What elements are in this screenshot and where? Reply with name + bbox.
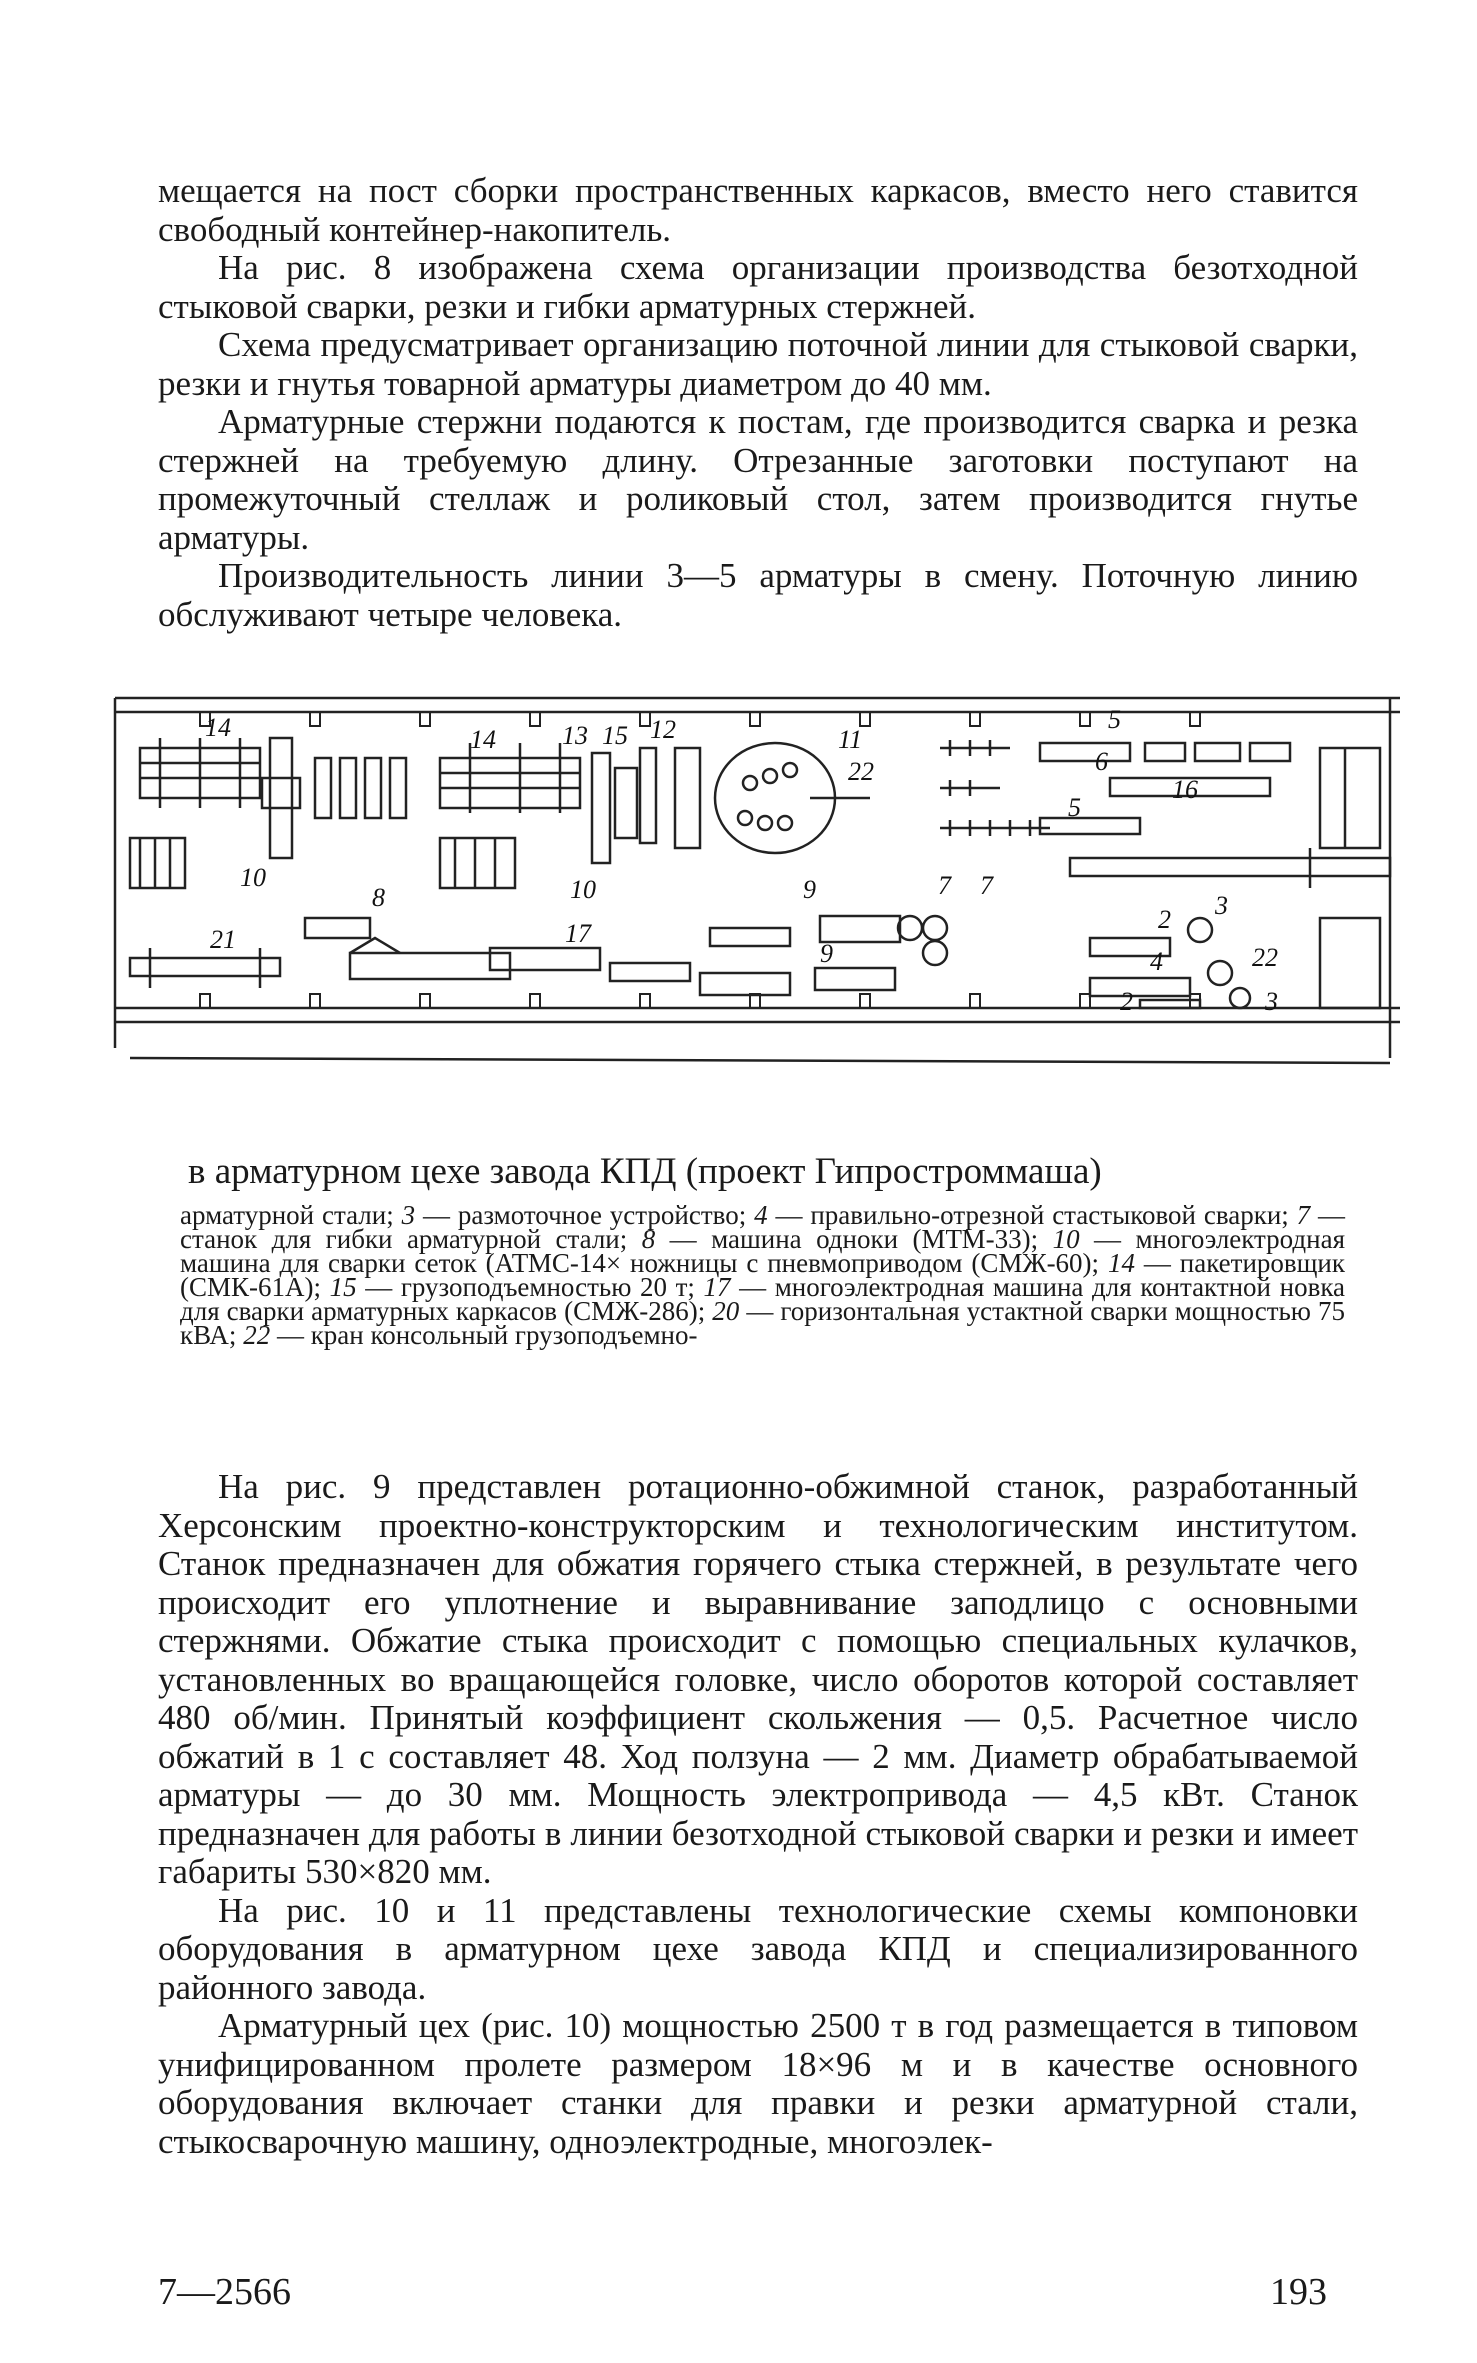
- paragraph: мещается на пост сборки пространственных каркасов, вместо него ставится свободный контейнер-накопитель.: [158, 171, 1358, 249]
- figure-label: 11: [838, 725, 863, 754]
- figure-label: 22: [848, 757, 874, 786]
- figure-label: 7: [980, 871, 993, 900]
- figure-label: 6: [1095, 747, 1108, 776]
- paragraph: Производительность линии 3—5 арматуры в смену. Поточную линию обслуживают четыре человека.: [158, 556, 1358, 634]
- figure-legend: [180, 1200, 1346, 1350]
- legend-text: — кран консольный грузоподъемно-: [270, 1320, 698, 1350]
- figure-label: 10: [570, 875, 596, 904]
- figure-label: 5: [1108, 705, 1121, 734]
- legend-item-number: 15: [329, 1272, 357, 1302]
- figure-label: 16: [1172, 775, 1198, 804]
- legend-item-number: 8: [641, 1224, 656, 1254]
- paragraph: Арматурный цех (рис. 10) мощностью 2500 т в год размещается в типовом унифицированном пролете размером 18×96 м и в качестве основного оборудования включает станки для правки и резки арматурной стали, стыкосварочную машину, одноэлектродные, многоэлек-: [158, 2006, 1358, 2161]
- legend-text: — размоточное устройство;: [415, 1200, 755, 1230]
- figure-label: 2: [1158, 905, 1171, 934]
- figure-label: 5: [1068, 793, 1081, 822]
- figure-label: 14: [205, 713, 231, 742]
- paragraph: На рис. 8 изображена схема организации производства безотходной стыковой сварки, резки и гибки арматурных стержней.: [158, 248, 1358, 326]
- figure-label: 8: [372, 883, 385, 912]
- figure-label: 7: [938, 871, 951, 900]
- figure-label: 15: [602, 721, 628, 750]
- figure-label: 21: [210, 925, 236, 954]
- figure-label: 22: [1252, 943, 1278, 972]
- legend-text: — многоэлектродная машина для контактной новка для сварки арматурных каркасов (СМЖ-286);: [180, 1272, 1346, 1326]
- legend-text: — станок для гибки арматурной стали;: [180, 1200, 1346, 1254]
- legend-item-number: 3: [401, 1200, 416, 1230]
- workshop-layout-figure: [110, 688, 1400, 1088]
- legend-text: — пакетировщик (СМК-61А);: [180, 1248, 1345, 1302]
- figure-label: 9: [820, 939, 833, 968]
- legend-item-number: 14: [1107, 1248, 1135, 1278]
- legend-text: арматурной стали;: [180, 1200, 402, 1230]
- figure-label: 13: [562, 721, 588, 750]
- figure-label: 12: [650, 715, 676, 744]
- top-text-block: [158, 172, 1358, 634]
- legend-item-number: 10: [1052, 1224, 1080, 1254]
- figure-label: 4: [1150, 947, 1163, 976]
- legend-text: — машина одноки (МТМ-33);: [655, 1224, 1053, 1254]
- paragraph: Арматурные стержни подаются к постам, где производится сварка и резка стержней на требуемую длину. Отрезанные заготовки поступают на промежуточный стеллаж и роликовый стол, затем производится гнутье арматуры.: [158, 402, 1358, 557]
- legend-text: — правильно-отрезной стастыковой сварки;: [767, 1200, 1297, 1230]
- legend-text: — горизонтальная устактной сварки мощностью 75 кВА;: [180, 1296, 1346, 1350]
- figure-label: 3: [1215, 891, 1228, 920]
- paragraph: На рис. 9 представлен ротационно-обжимной станок, разработанный Херсонским проектно-конструкторским и технологическим институтом. Станок предназначен для обжатия горячего стыка стержней, в результате чего происходит его уплотнение и выравнивание заподлицо с основными стержнями. Обжатие стыка происходит с помощью специальных кулачков, установленных во вращающейся головке, число оборотов которой составляет 480 об/мин. Принятый коэффициент скольжения — 0,5. Расчетное число обжатий в 1 с составляет 48. Ход ползуна — 2 мм. Диаметр обрабатываемой арматуры — до 30 мм. Мощность электропривода — 4,5 кВт. Станок предназначен для работы в линии безотходной стыковой сварки и резки и имеет габариты 530×820 мм.: [158, 1467, 1358, 1891]
- paragraph: Схема предусматривает организацию поточной линии для стыковой сварки, резки и гнутья товарной арматуры диаметром до 40 мм.: [158, 325, 1358, 403]
- figure-label: 17: [565, 919, 591, 948]
- legend-item-number: 22: [243, 1320, 271, 1350]
- figure-label: 14: [470, 725, 496, 754]
- figure-label: 9: [803, 875, 816, 904]
- figure-label: 2: [1120, 987, 1133, 1016]
- figure-label: 3: [1265, 987, 1278, 1016]
- figure-caption-title: в арматурном цехе завода КПД (проект Гипростроммаша): [188, 1151, 1102, 1192]
- paragraph: На рис. 10 и 11 представлены технологические схемы компоновки оборудования в арматурном цехе завода КПД и специализированного районного завода.: [158, 1890, 1358, 2007]
- printer-signature: 7—2566: [158, 2271, 291, 2313]
- legend-item-number: 17: [703, 1272, 731, 1302]
- page-number: 193: [1270, 2271, 1327, 2313]
- legend-text: — многоэлектродная машина для сварки сеток (АТМС-14× ножницы с пневмоприводом (СМЖ-60);: [180, 1224, 1345, 1278]
- bottom-text-block: [158, 1468, 1358, 2161]
- legend-item-number: 7: [1296, 1200, 1311, 1230]
- legend-text: — грузоподъемностью 20 т;: [356, 1272, 704, 1302]
- legend-item-number: 4: [754, 1200, 768, 1230]
- figure-label: 10: [240, 863, 266, 892]
- legend-item-number: 20: [712, 1296, 740, 1326]
